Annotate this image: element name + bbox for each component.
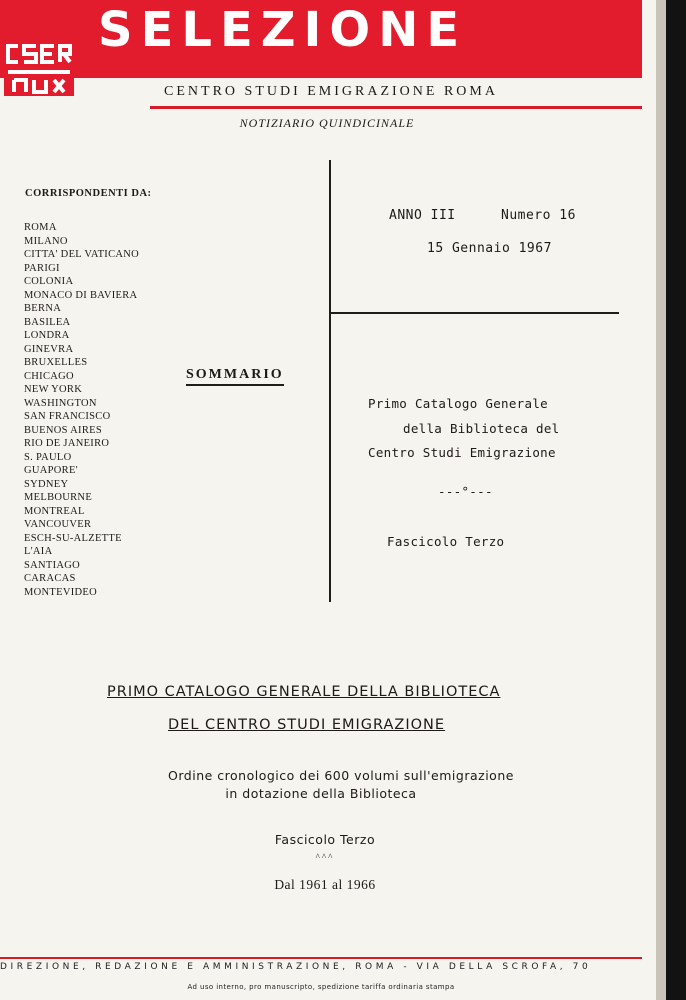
list-item: PARIGI (24, 262, 60, 274)
list-item: LONDRA (24, 330, 70, 341)
list-item: WASHINGTON (24, 397, 97, 409)
list-item: CHICAGO (24, 370, 74, 382)
masthead-rule (150, 106, 642, 109)
issue-divider (331, 312, 619, 314)
list-item: L'AIA (24, 546, 53, 557)
date-range: Dal 1961 al 1966 (274, 877, 376, 892)
summary-line: Centro Studi Emigrazione (368, 445, 556, 460)
column-divider (329, 160, 331, 602)
list-item: SYDNEY (24, 478, 69, 490)
issue-number: Numero 16 (501, 208, 576, 223)
list-item: BERNA (24, 303, 62, 314)
issue-year: ANNO III (389, 208, 456, 223)
list-item: SANTIAGO (24, 559, 81, 571)
list-item: MELBOURNE (24, 492, 93, 503)
publisher-name: CENTRO STUDI EMIGRAZIONE ROMA (164, 84, 498, 99)
catalog-title: PRIMO CATALOGO GENERALE DELLA BIBLIOTECA (107, 684, 501, 700)
list-item: BUENOS AIRES (24, 424, 102, 436)
correspondents-list (24, 221, 139, 599)
list-item: MONACO DI BAVIERA (24, 289, 138, 301)
list-item: S. PAULO (24, 451, 72, 463)
catalog-description: Ordine cronologico dei 600 volumi sull'emigrazione (168, 768, 514, 783)
summary-line: Fascicolo Terzo (387, 534, 505, 549)
list-item: ESCH-SU-ALZETTE (24, 532, 122, 544)
ornament: ^^^ (315, 852, 335, 862)
list-item: NEW YORK (24, 384, 83, 395)
summary-separator: ---°--- (438, 484, 493, 499)
sommario-heading: SOMMARIO (186, 367, 284, 386)
summary-line: della Biblioteca del (403, 421, 560, 436)
summary-line: Primo Catalogo Generale (368, 396, 548, 411)
list-item: COLONIA (24, 276, 74, 287)
list-item: MONTREAL (24, 505, 85, 517)
correspondents-heading: CORRISPONDENTI DA: (25, 188, 152, 199)
publication-title: SELEZIONE (98, 2, 468, 58)
list-item: SAN FRANCISCO (24, 411, 111, 422)
list-item: CITTA' DEL VATICANO (24, 249, 140, 260)
masthead-banner (0, 0, 642, 78)
footer-note: Ad uso interno, pro manuscripto, spedizione tariffa ordinaria stampa (187, 983, 455, 991)
list-item: MILANO (24, 235, 68, 247)
list-item: RIO DE JANEIRO (24, 438, 110, 449)
footer-rule (0, 957, 642, 959)
list-item: GINEVRA (24, 343, 74, 355)
footer-address: DIREZIONE, REDAZIONE E AMMINISTRAZIONE, ROMA - VIA DELLA SCROFA, 70 (0, 962, 592, 972)
page-edge-shadow (656, 0, 666, 1000)
list-item: ROMA (24, 222, 57, 233)
list-item: MONTEVIDEO (24, 586, 97, 598)
catalog-description: in dotazione della Biblioteca (225, 786, 417, 801)
list-item: BRUXELLES (24, 357, 88, 368)
issue-date: 15 Gennaio 1967 (427, 241, 552, 256)
list-item: CARACAS (24, 573, 76, 584)
list-item: BASILEA (24, 316, 71, 328)
catalog-title: DEL CENTRO STUDI EMIGRAZIONE (168, 717, 446, 733)
list-item: VANCOUVER (24, 519, 92, 530)
periodicity-label: NOTIZIARIO QUINDICINALE (239, 116, 415, 130)
list-item: GUAPORE' (24, 465, 78, 476)
fascicle-label: Fascicolo Terzo (274, 832, 376, 847)
